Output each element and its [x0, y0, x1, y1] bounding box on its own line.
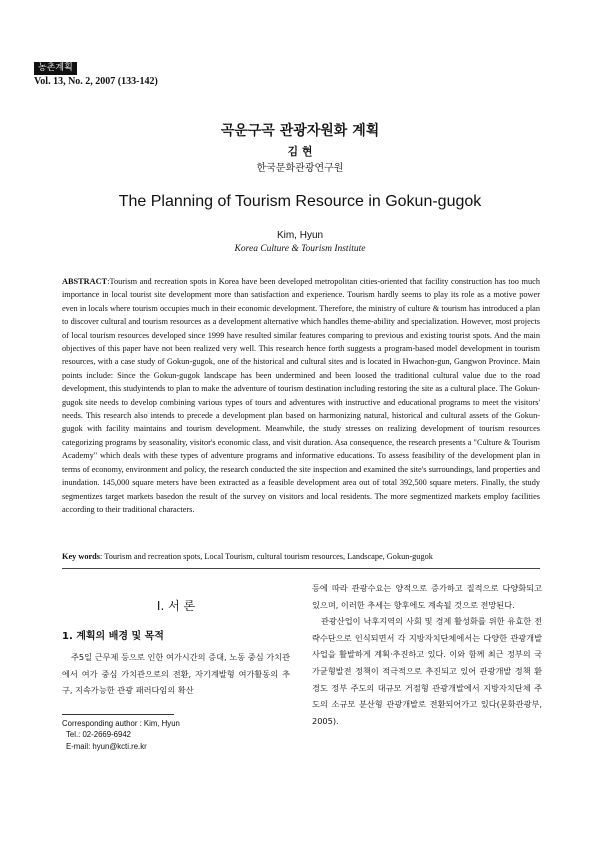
- abstract-text: :Tourism and recreation spots in Korea have been developed metropolitan cities-oriented that facility construction has too much importance in local tourist site development more than satisfaction and experience. Tourism hardly seems to play its role as a motive power even in locals where tourism occupies much in their economic development. Therefore, the ministry of culture & tourism has introduced a plan to discover cultural and tourism resources as a development alternative which handles theme-ability and specialization. However, most projects of local tourism resources developed since 1999 have resulted similar features comparing to previous and existing tourist spots. And the main objectives of this paper have not been realized very well. This research hence forth suggests a program-based model development in tourism resources, with a case study of Gokun-gugok, one of the historical and cultural sites and is located in Hwachon-gun, Gangwon Province. Main points include: Since the Gokun-gugok landscape has been undermined and been loosed the traditional cultural value due to the road development, this studyintends to plan to make the adventure of tourism destination including restoring the site as a cultural place. The Gokun-gugok site needs to develop combining various types of tours and adventures with instructive and educational programs to meet the visitors' needs. This research also intends to precede a development plan based on harmonizing natural, historical and cultural assets of the Gokun-gugok with facility maintains and tourism development. Meanwhile, the study stresses on realizing development of tourism resources categorizing programs by seasonality, visitor's economic class, and visit duration. Asa consequence, the research presents a "Culture & Tourism Academy" which deals with these types of adventure programs and informative educations. To assess feasibility of the development plan in terms of economy, environment and policy, the research conducted the site inspection and examined the site's surroundings, land properties and inundation. 145,000 square meters have been extracted as a feasible development area out of total 392,500 square meters. Finally, the study segmentizes target markets basedon the result of the survey on visitors and local residents. The more segmentized markets employ facilities according to their traditional characters.: [62, 277, 540, 514]
- abstract: [62, 275, 540, 516]
- journal-volume: Vol. 13, No. 2, 2007 (133-142): [34, 76, 158, 87]
- keywords-label: Key words: [62, 552, 101, 561]
- subsection-heading-background: 1. 계획의 배경 및 목적: [62, 631, 164, 642]
- keywords-text: : Tourism and recreation spots, Local Tourism, cultural tourism resources, Landscape, Gokun-gugok: [100, 552, 433, 561]
- korean-affiliation: 한국문화관광연구원: [256, 163, 344, 174]
- section-heading-introduction: Ⅰ. 서 론: [156, 599, 196, 613]
- korean-author: 김 현: [287, 145, 313, 158]
- footnote-divider: [62, 714, 174, 715]
- korean-title: 곡운구곡 관광자원화 계획: [220, 123, 380, 139]
- correspondence-author: Corresponding author : Kim, Hyun: [62, 718, 180, 728]
- english-affiliation: Korea Culture & Tourism Institute: [234, 244, 366, 254]
- correspondence-tel: Tel.: 02-2669-6942: [66, 730, 132, 740]
- english-author: Kim, Hyun: [276, 230, 324, 241]
- body-right-column: [312, 580, 542, 729]
- body-paragraph-left: 주5일 근무제 등으로 인한 여가시간의 증대, 노동 중심 가치관에서 여가 중심 가치관으로의 전환, 자기계발형 여가활동의 추구, 지속가능한 관광 패러다임의 확산: [62, 652, 290, 696]
- keywords-divider: [62, 568, 540, 569]
- body-paragraph-right-1: 등에 따라 관광수요는 양적으로 증가하고 질적으로 다양화되고 있으며, 이러한 추세는 향후에도 계속될 것으로 전망된다.: [312, 583, 542, 610]
- journal-badge: 농촌계획: [34, 62, 77, 75]
- correspondence-block: [62, 718, 290, 753]
- english-title: The Planning of Tourism Resource in Gokun-gugok: [118, 193, 482, 210]
- keywords: [62, 551, 540, 563]
- body-left-column: [62, 580, 290, 752]
- body-paragraph-right-2: 관광산업이 낙후지역의 사회 및 경제 활성화를 위한 유효한 전략수단으로 인식되면서 각 지방자치단체에서는 다양한 관광개발 사업을 활발하게 계획·추진하고 있다. 이와 함께 최근 정부의 국가균형발전 정책이 적극적으로 추진되고 있어 관광개발 정책 환경도 정부 주도의 대규모 거점형 관광개발에서 지방자치단체 주도의 소규모 분산형 관광개발로 전환되어가고 있다(문화관광부, 2005).: [312, 616, 542, 726]
- abstract-label: ABSTRACT: [62, 277, 108, 286]
- correspondence-email: E-mail: hyun@kcti.re.kr: [66, 741, 147, 751]
